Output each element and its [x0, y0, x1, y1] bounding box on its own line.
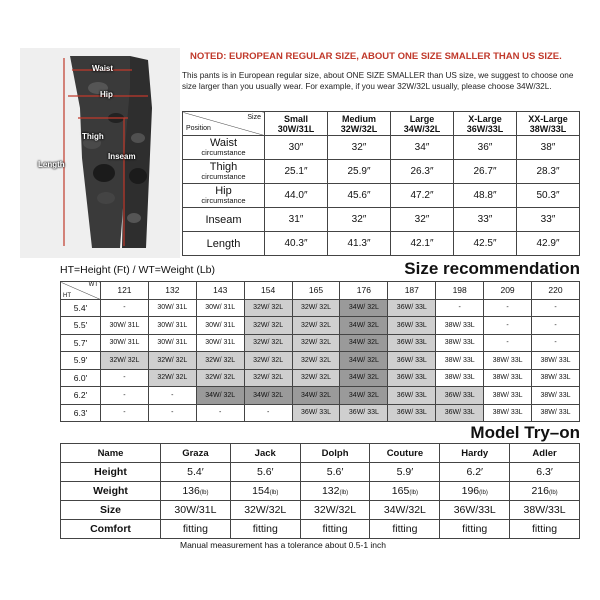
- recommendation-row: [61, 352, 580, 370]
- photo-label-hip: Hip: [100, 90, 113, 99]
- measurement-value: 40.3″: [265, 232, 328, 256]
- size-name: Large: [409, 113, 435, 124]
- model-value: 38W/33L: [523, 504, 566, 516]
- weight-unit: (lb): [269, 490, 279, 496]
- pants-photo: [20, 48, 180, 258]
- recommended-size-cell: 30W/ 31L: [196, 334, 244, 352]
- measurement-value: 36″: [454, 136, 517, 160]
- measurement-name: Length: [206, 237, 241, 250]
- corner-label-wt: WT: [88, 282, 98, 288]
- model-value: 30W/31L: [174, 504, 217, 516]
- weight-unit: (lb): [199, 490, 209, 496]
- model-row-label: Size: [61, 501, 161, 520]
- recommendation-corner: [61, 282, 101, 300]
- ht-wt-legend: HT=Height (Ft) / WT=Weight (Lb): [60, 264, 216, 276]
- recommended-size-cell: 36W/ 33L: [388, 352, 436, 370]
- model-name: Adler: [510, 444, 580, 463]
- measurement-name: Waist: [209, 136, 238, 149]
- size-recommendation-table: [60, 281, 580, 422]
- recommended-size-cell: 34W/ 32L: [292, 387, 340, 405]
- model-value: fitting: [322, 523, 348, 535]
- weight-unit: (lb): [479, 490, 488, 496]
- model-value: 132: [321, 485, 340, 497]
- model-value-cell: [230, 482, 300, 501]
- model-row: [61, 482, 580, 501]
- measurement-value: 33″: [517, 208, 580, 232]
- recommended-size-cell: 32W/ 32L: [292, 299, 340, 317]
- photo-label-length: Length: [38, 160, 65, 169]
- measurement-name: Inseam: [205, 213, 242, 226]
- measurement-value: 42.1″: [391, 232, 454, 256]
- weight-header: 220: [532, 282, 580, 300]
- measurement-label: [183, 208, 265, 232]
- model-value: fitting: [252, 523, 278, 535]
- model-value-cell: [161, 520, 231, 539]
- model-value-cell: [300, 463, 370, 482]
- size-recommendation-title: Size recommendation: [404, 259, 580, 278]
- recommended-size-cell: -: [532, 299, 580, 317]
- recommended-size-cell: 38W/ 33L: [484, 404, 532, 422]
- recommended-size-cell: -: [101, 369, 149, 387]
- measurement-name: Hip: [215, 184, 232, 197]
- model-value: 6.3′: [536, 466, 553, 478]
- model-value-cell: [230, 463, 300, 482]
- weight-header: 132: [148, 282, 196, 300]
- recommended-size-cell: 32W/ 32L: [292, 352, 340, 370]
- recommended-size-cell: 32W/ 32L: [292, 317, 340, 335]
- model-row-label: Height: [61, 463, 161, 482]
- measurement-value: 42.5″: [454, 232, 517, 256]
- weight-header: 154: [244, 282, 292, 300]
- height-label: 6.2': [61, 387, 101, 405]
- weight-unit: (lb): [549, 490, 558, 496]
- recommended-size-cell: 30W/ 31L: [101, 334, 149, 352]
- recommended-size-cell: -: [484, 334, 532, 352]
- model-tryon-table: [60, 443, 580, 539]
- model-name: Couture: [370, 444, 440, 463]
- model-row: [61, 463, 580, 482]
- measurement-value: 45.6″: [328, 184, 391, 208]
- measurement-label: [183, 160, 265, 184]
- recommended-size-cell: 30W/ 31L: [101, 317, 149, 335]
- measurement-sub: circumstance: [201, 147, 246, 157]
- model-name: Dolph: [300, 444, 370, 463]
- recommended-size-cell: -: [148, 387, 196, 405]
- recommended-size-cell: 36W/ 33L: [388, 317, 436, 335]
- model-value: 165: [391, 485, 410, 497]
- model-value: 5.4′: [187, 466, 204, 478]
- recommended-size-cell: 36W/ 33L: [436, 387, 484, 405]
- model-name-header: Name: [61, 444, 161, 463]
- recommended-size-cell: 38W/ 33L: [532, 352, 580, 370]
- model-value: fitting: [182, 523, 208, 535]
- weight-unit: (lb): [409, 490, 418, 496]
- recommended-size-cell: 34W/ 32L: [340, 387, 388, 405]
- size-notice: NOTED: EUROPEAN REGULAR SIZE, ABOUT ONE SIZE SMALLER THAN US SIZE.: [190, 51, 562, 62]
- recommended-size-cell: 36W/ 33L: [388, 387, 436, 405]
- recommended-size-cell: 36W/ 33L: [292, 404, 340, 422]
- recommended-size-cell: -: [148, 404, 196, 422]
- model-value: 36W/33L: [453, 504, 496, 516]
- recommended-size-cell: -: [244, 404, 292, 422]
- size-name: Small: [283, 113, 308, 124]
- weight-header: 187: [388, 282, 436, 300]
- corner-label-position: Position: [186, 125, 211, 132]
- model-value-cell: [370, 520, 440, 539]
- model-name: Hardy: [440, 444, 510, 463]
- recommendation-row: [61, 334, 580, 352]
- weight-header: 143: [196, 282, 244, 300]
- size-description: This pants is in European regular size, about ONE SIZE SMALLER than US size, we suggest to choose one size larger than you usually wear. For example, if you wear 32W/32L usually, please choose 34W/32L.: [182, 71, 574, 91]
- model-value-cell: [510, 520, 580, 539]
- recommended-size-cell: 38W/ 33L: [436, 334, 484, 352]
- size-chart-corner: [183, 112, 265, 136]
- photo-label-inseam: Inseam: [108, 152, 136, 161]
- size-name: XX-Large: [528, 113, 568, 124]
- size-column-header: [265, 112, 328, 136]
- recommended-size-cell: 36W/ 33L: [340, 404, 388, 422]
- measurement-value: 33″: [454, 208, 517, 232]
- recommended-size-cell: 38W/ 33L: [484, 387, 532, 405]
- model-name: Graza: [161, 444, 231, 463]
- measurement-sub: circumstance: [201, 195, 246, 205]
- recommended-size-cell: 32W/ 32L: [148, 352, 196, 370]
- size-code: 36W/33L: [466, 123, 504, 134]
- recommended-size-cell: 32W/ 32L: [244, 369, 292, 387]
- model-value-cell: [230, 520, 300, 539]
- recommended-size-cell: -: [532, 334, 580, 352]
- recommended-size-cell: 32W/ 32L: [196, 369, 244, 387]
- model-header-row: [61, 444, 580, 463]
- recommendation-header-row: [61, 282, 580, 300]
- measurement-value: 48.8″: [454, 184, 517, 208]
- recommended-size-cell: 32W/ 32L: [244, 352, 292, 370]
- size-name: X-Large: [468, 113, 502, 124]
- recommended-size-cell: -: [196, 404, 244, 422]
- model-value-cell: [230, 501, 300, 520]
- model-value: 5.6′: [326, 466, 344, 478]
- model-value-cell: [440, 463, 510, 482]
- height-label: 5.9': [61, 352, 101, 370]
- measurement-label: [183, 232, 265, 256]
- corner-label-ht: HT: [63, 292, 71, 299]
- model-tryon-title: Model Try–on: [470, 423, 580, 442]
- measurement-name: Thigh: [209, 160, 238, 173]
- model-value-cell: [510, 463, 580, 482]
- size-info-section: [20, 48, 580, 258]
- size-code: 32W/32L: [340, 123, 378, 134]
- recommendation-row: [61, 369, 580, 387]
- model-value-cell: [370, 482, 440, 501]
- size-code: 38W/33L: [529, 123, 567, 134]
- recommended-size-cell: 38W/ 33L: [532, 387, 580, 405]
- recommended-size-cell: 36W/ 33L: [388, 369, 436, 387]
- recommended-size-cell: 32W/ 32L: [292, 334, 340, 352]
- recommended-size-cell: 38W/ 33L: [484, 352, 532, 370]
- recommended-size-cell: 38W/ 33L: [532, 369, 580, 387]
- corner-label-size: Size: [247, 114, 261, 121]
- model-value-cell: [440, 520, 510, 539]
- recommended-size-cell: 34W/ 32L: [340, 317, 388, 335]
- model-value: fitting: [462, 523, 488, 535]
- height-label: 5.4': [61, 299, 101, 317]
- measurement-value: 32″: [391, 208, 454, 232]
- recommendation-row: [61, 404, 580, 422]
- height-label: 6.3': [61, 404, 101, 422]
- weight-unit: (lb): [339, 490, 349, 496]
- model-value-cell: [161, 501, 231, 520]
- weight-header: 121: [101, 282, 149, 300]
- recommended-size-cell: 30W/ 31L: [196, 299, 244, 317]
- recommended-size-cell: -: [101, 299, 149, 317]
- recommended-size-cell: 32W/ 32L: [244, 299, 292, 317]
- recommended-size-cell: -: [484, 299, 532, 317]
- model-value-cell: [161, 463, 231, 482]
- measurement-value: 25.1″: [265, 160, 328, 184]
- model-row-label: Comfort: [61, 520, 161, 539]
- recommended-size-cell: 30W/ 31L: [148, 317, 196, 335]
- model-row-label: Weight: [61, 482, 161, 501]
- model-value: 34W/32L: [383, 504, 426, 516]
- model-value-cell: [510, 482, 580, 501]
- height-label: 6.0': [61, 369, 101, 387]
- model-value: 5.6′: [256, 466, 274, 478]
- recommended-size-cell: 32W/ 32L: [292, 369, 340, 387]
- recommended-size-cell: 32W/ 32L: [196, 352, 244, 370]
- measurement-value: 50.3″: [517, 184, 580, 208]
- recommended-size-cell: -: [532, 317, 580, 335]
- recommended-size-cell: 30W/ 31L: [196, 317, 244, 335]
- recommended-size-cell: -: [436, 299, 484, 317]
- recommended-size-cell: 38W/ 33L: [436, 352, 484, 370]
- measurement-value: 32″: [328, 208, 391, 232]
- recommended-size-cell: 38W/ 33L: [532, 404, 580, 422]
- photo-label-waist: Waist: [92, 64, 114, 73]
- recommended-size-cell: 34W/ 32L: [340, 352, 388, 370]
- model-value-cell: [510, 501, 580, 520]
- model-value: 32W/32L: [244, 504, 287, 516]
- size-chart-table: [182, 111, 580, 256]
- recommended-size-cell: 30W/ 31L: [148, 334, 196, 352]
- recommended-size-cell: -: [101, 387, 149, 405]
- size-column-header: [517, 112, 580, 136]
- recommended-size-cell: 36W/ 33L: [436, 404, 484, 422]
- recommended-size-cell: 32W/ 32L: [101, 352, 149, 370]
- tolerance-note: Manual measurement has a tolerance about 0.5-1 inch: [180, 540, 387, 550]
- model-value-cell: [440, 501, 510, 520]
- measurement-value: 32″: [328, 136, 391, 160]
- recommendation-row: [61, 317, 580, 335]
- recommended-size-cell: 36W/ 33L: [388, 334, 436, 352]
- size-chart-row: [183, 136, 580, 160]
- recommended-size-cell: 34W/ 32L: [340, 369, 388, 387]
- measurement-value: 26.7″: [454, 160, 517, 184]
- model-value: fitting: [532, 523, 558, 535]
- recommended-size-cell: -: [101, 404, 149, 422]
- height-label: 5.5': [61, 317, 101, 335]
- model-value-cell: [370, 463, 440, 482]
- model-value: 5.9′: [396, 466, 414, 478]
- model-value-cell: [440, 482, 510, 501]
- model-value-cell: [370, 501, 440, 520]
- measurement-value: 38″: [517, 136, 580, 160]
- measurement-value: 31″: [265, 208, 328, 232]
- measurement-value: 47.2″: [391, 184, 454, 208]
- model-value-cell: [300, 482, 370, 501]
- model-value: 216: [531, 485, 549, 497]
- recommended-size-cell: 36W/ 33L: [388, 404, 436, 422]
- recommendation-row: [61, 387, 580, 405]
- model-value-cell: [161, 482, 231, 501]
- weight-header: 209: [484, 282, 532, 300]
- measurement-value: 25.9″: [328, 160, 391, 184]
- model-value-cell: [300, 520, 370, 539]
- measurement-value: 26.3″: [391, 160, 454, 184]
- measurement-value: 42.9″: [517, 232, 580, 256]
- model-value: fitting: [392, 523, 418, 535]
- model-value-cell: [300, 501, 370, 520]
- recommendation-row: [61, 299, 580, 317]
- model-name: Jack: [230, 444, 300, 463]
- size-chart-row: [183, 208, 580, 232]
- measurement-value: 30″: [265, 136, 328, 160]
- size-chart-row: [183, 232, 580, 256]
- recommended-size-cell: 38W/ 33L: [436, 369, 484, 387]
- model-value: 136: [182, 485, 200, 497]
- size-code: 34W/32L: [403, 123, 441, 134]
- measurement-value: 44.0″: [265, 184, 328, 208]
- measurement-sub: circumstance: [201, 171, 246, 181]
- recommended-size-cell: 38W/ 33L: [484, 369, 532, 387]
- weight-header: 176: [340, 282, 388, 300]
- recommended-size-cell: 32W/ 32L: [244, 317, 292, 335]
- weight-header: 198: [436, 282, 484, 300]
- photo-label-thigh: Thigh: [82, 132, 104, 141]
- weight-header: 165: [292, 282, 340, 300]
- height-label: 5.7': [61, 334, 101, 352]
- recommended-size-cell: 32W/ 32L: [244, 334, 292, 352]
- recommended-size-cell: 34W/ 32L: [244, 387, 292, 405]
- size-code: 30W/31L: [277, 123, 315, 134]
- recommended-size-cell: 34W/ 32L: [196, 387, 244, 405]
- size-chart-row: [183, 160, 580, 184]
- size-chart-row: [183, 184, 580, 208]
- size-column-header: [454, 112, 517, 136]
- model-row: [61, 501, 580, 520]
- recommended-size-cell: 30W/ 31L: [148, 299, 196, 317]
- measurement-value: 28.3″: [517, 160, 580, 184]
- recommended-size-cell: -: [484, 317, 532, 335]
- measurement-label: [183, 184, 265, 208]
- model-value: 196: [461, 485, 480, 497]
- pants-illustration: [20, 48, 180, 258]
- model-value: 6.2′: [466, 466, 484, 478]
- measurement-value: 34″: [391, 136, 454, 160]
- size-chart-header-row: [183, 112, 580, 136]
- size-name: Medium: [341, 113, 376, 124]
- recommended-size-cell: 36W/ 33L: [388, 299, 436, 317]
- model-value: 32W/32L: [314, 504, 357, 516]
- model-row: [61, 520, 580, 539]
- recommended-size-cell: 38W/ 33L: [436, 317, 484, 335]
- recommended-size-cell: 34W/ 32L: [340, 334, 388, 352]
- size-column-header: [328, 112, 391, 136]
- measurement-label: [183, 136, 265, 160]
- recommended-size-cell: 34W/ 32L: [340, 299, 388, 317]
- measurement-value: 41.3″: [328, 232, 391, 256]
- size-column-header: [391, 112, 454, 136]
- model-value: 154: [252, 485, 270, 497]
- recommended-size-cell: 32W/ 32L: [148, 369, 196, 387]
